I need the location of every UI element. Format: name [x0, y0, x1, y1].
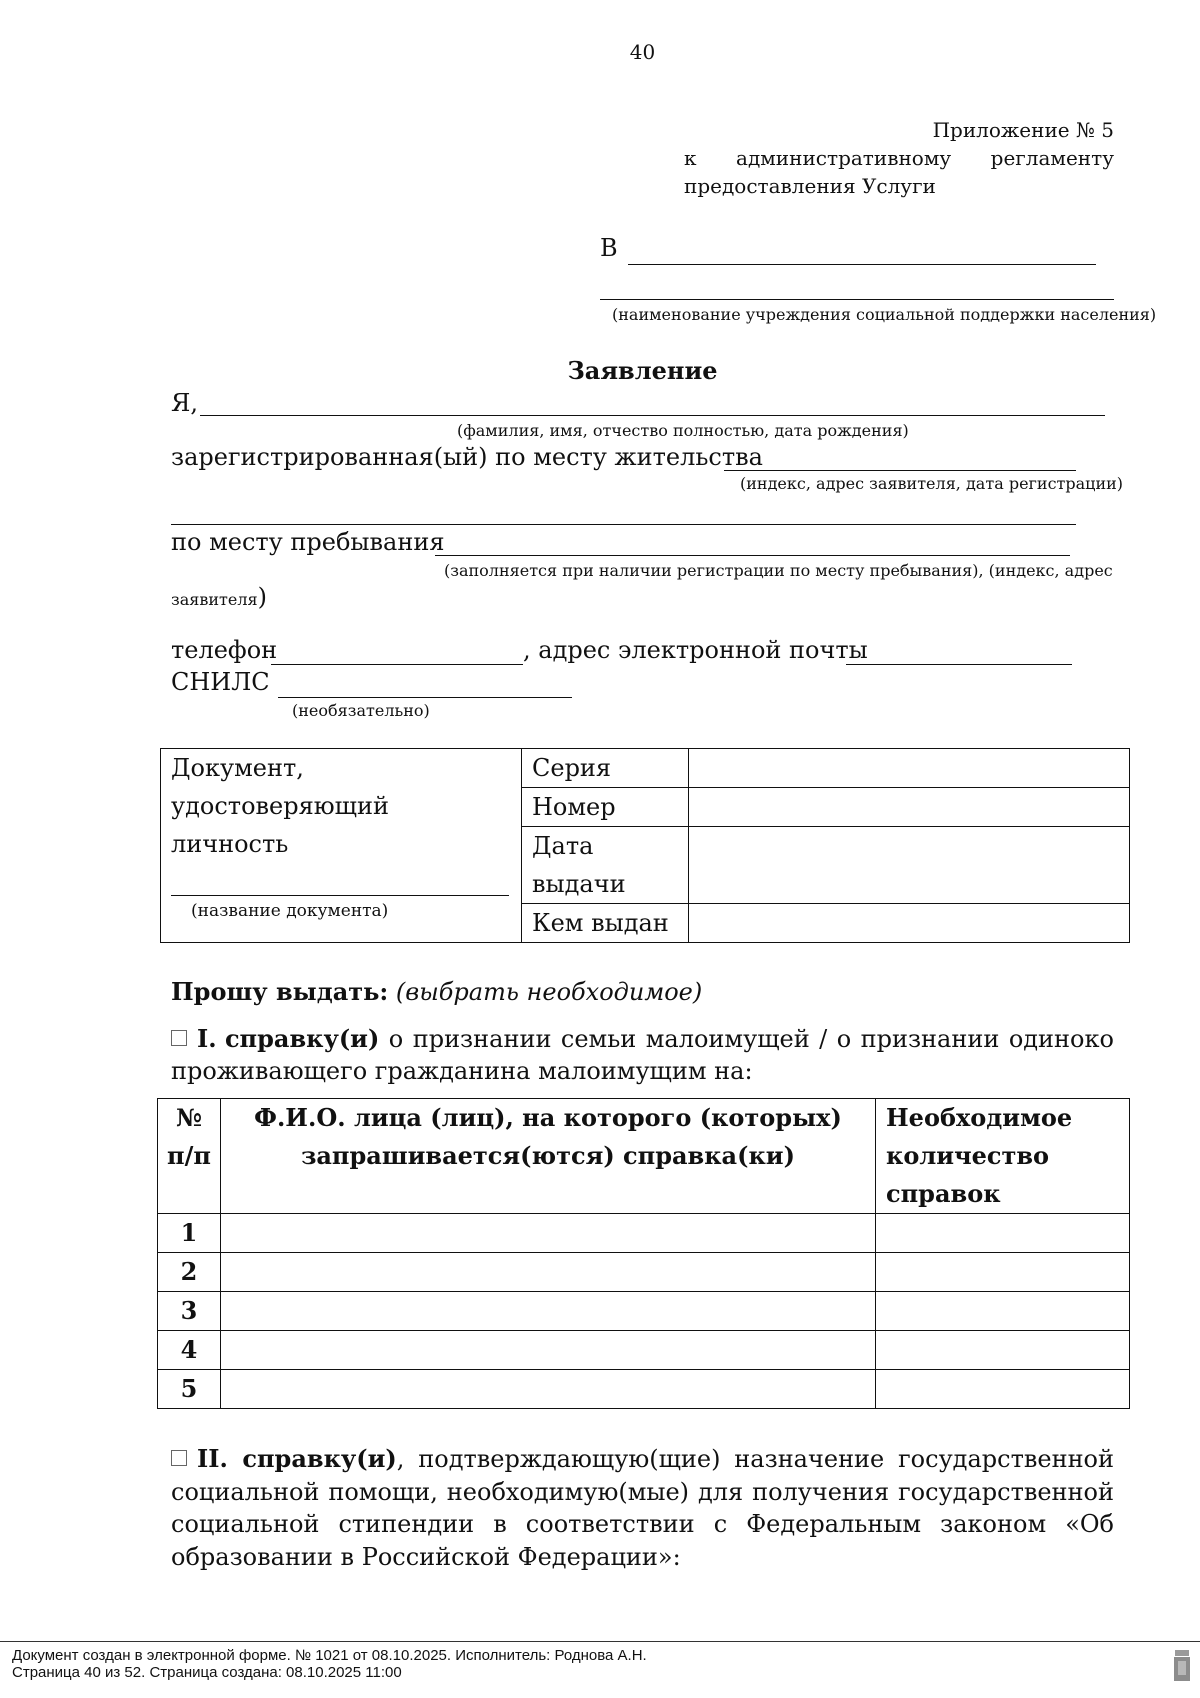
row-fio-cell[interactable]: [221, 1253, 876, 1292]
request-label: Прошу выдать:: [171, 977, 389, 1006]
option1-word: /: [819, 1025, 828, 1053]
header-count: Необходимое количество справок: [876, 1099, 1130, 1214]
option2-line2: социальной помощи, необходимую(мые) для получения государственной: [171, 1477, 1114, 1506]
phone-line[interactable]: [271, 664, 523, 665]
option1-line2: проживающего гражданина малоимущим на:: [171, 1057, 753, 1085]
option2-checkbox[interactable]: [171, 1450, 187, 1466]
stay-label: по месту пребывания: [171, 528, 445, 556]
row-fio-cell[interactable]: [221, 1370, 876, 1409]
snils-caption: (необязательно): [292, 701, 430, 720]
row-count-cell[interactable]: [876, 1214, 1130, 1253]
stay-caption-cont: [171, 583, 267, 611]
option1-line1: [171, 1023, 1114, 1055]
emblem-icon: [1172, 1648, 1192, 1684]
appendix-block: [684, 116, 1114, 200]
stay-line[interactable]: [435, 555, 1070, 556]
row-fio-cell[interactable]: [221, 1214, 876, 1253]
row-number: 1: [158, 1214, 221, 1253]
option1-word: признании: [860, 1025, 1000, 1053]
recipients-table: [157, 1098, 1130, 1409]
footer-line2: Страница 40 из 52. Страница создана: 08.10.2025 11:00: [12, 1664, 402, 1681]
appendix-title: Приложение № 5: [932, 118, 1114, 142]
id-field-label: Номер: [522, 788, 689, 827]
request-line: [171, 977, 702, 1006]
snils-label: СНИЛС: [171, 668, 270, 696]
addressee-line-1[interactable]: [628, 264, 1096, 265]
id-field-label: Дата выдачи: [522, 827, 689, 904]
row-fio-cell[interactable]: [221, 1292, 876, 1331]
option2-line4: образовании в Российской Федерации»:: [171, 1542, 681, 1571]
option2-line3: социальной стипендии в соответствии с Федеральным законом «Об: [171, 1510, 1114, 1538]
header-fio: Ф.И.О. лица (лиц), на которого (которых) запрашивается(ются) справка(ки): [221, 1099, 876, 1214]
row-count-cell[interactable]: [876, 1331, 1130, 1370]
appendix-word: административному: [736, 146, 952, 170]
row-number: 2: [158, 1253, 221, 1292]
registered-caption: (индекс, адрес заявителя, дата регистрации): [740, 474, 1124, 493]
addressee-caption: (наименование учреждения социальной поддержки населения): [612, 305, 1157, 324]
option1-checkbox[interactable]: [171, 1030, 187, 1046]
registered-line[interactable]: [724, 470, 1076, 471]
row-count-cell[interactable]: [876, 1292, 1130, 1331]
appendix-word: регламенту: [990, 146, 1114, 170]
footer-line1: Документ создан в электронной форме. № 1021 от 08.10.2025. Исполнитель: Роднова А.Н.: [12, 1647, 647, 1664]
stay-caption-paren: ): [257, 583, 267, 611]
footer-divider: [0, 1641, 1200, 1642]
option2-line1: [171, 1443, 1114, 1476]
id-field-label: Серия: [522, 749, 689, 788]
addressee-prefix: В: [600, 234, 618, 262]
email-line[interactable]: [846, 664, 1072, 665]
option1-word: признании: [412, 1025, 552, 1053]
option1-word: о: [836, 1025, 852, 1053]
id-document-title-line: Документ,: [171, 754, 304, 782]
row-fio-cell[interactable]: [221, 1331, 876, 1370]
stay-caption-cont-text: заявителя: [171, 590, 258, 609]
option2-paragraph: [171, 1443, 1114, 1573]
registered-line-2[interactable]: [171, 524, 1076, 525]
option1-bold: I. справку(и): [197, 1024, 380, 1053]
id-document-name-caption: (название документа): [191, 901, 389, 921]
row-number: 3: [158, 1292, 221, 1331]
addressee-line-2[interactable]: [600, 299, 1114, 300]
id-field-value[interactable]: [689, 827, 1130, 904]
form-title: Заявление: [567, 356, 718, 385]
appendix-word: к: [684, 146, 697, 170]
request-hint: (выбрать необходимое): [395, 978, 703, 1006]
id-field-value[interactable]: [689, 904, 1130, 943]
appendix-line1: [684, 144, 1114, 172]
row-number: 5: [158, 1370, 221, 1409]
email-label: , адрес электронной почты: [523, 636, 868, 664]
option1-word: семьи: [560, 1025, 637, 1053]
id-document-title-line: удостоверяющий: [171, 792, 389, 820]
page-number: 40: [629, 40, 656, 64]
footer-text: [12, 1647, 647, 1681]
option2-line1-rest: , подтверждающую(щие) назначение государственной: [396, 1445, 1115, 1473]
applicant-name-caption: (фамилия, имя, отчество полностью, дата рождения): [457, 421, 909, 440]
row-count-cell[interactable]: [876, 1370, 1130, 1409]
phone-label: телефон: [171, 636, 278, 664]
option1-lead: [171, 1023, 379, 1055]
id-document-title-cell: [161, 749, 522, 943]
row-number: 4: [158, 1331, 221, 1370]
option1-word: одиноко: [1008, 1025, 1114, 1053]
id-document-table: [160, 748, 1130, 943]
id-field-value[interactable]: [689, 788, 1130, 827]
id-field-label: Кем выдан: [522, 904, 689, 943]
appendix-line2: предоставления Услуги: [684, 174, 936, 198]
option1-paragraph: [171, 1023, 1114, 1087]
option2-bold: II. справку(и): [197, 1444, 397, 1473]
registered-label: зарегистрированная(ый) по месту жительства: [171, 443, 763, 471]
option1-word: о: [388, 1025, 404, 1053]
option1-word: малоимущей: [645, 1025, 810, 1053]
applicant-name-line[interactable]: [200, 415, 1105, 416]
header-number: № п/п: [158, 1099, 221, 1214]
stay-caption: (заполняется при наличии регистрации по месту пребывания), (индекс, адрес: [444, 561, 1113, 580]
id-document-title-line: личность: [171, 830, 289, 858]
row-count-cell[interactable]: [876, 1253, 1130, 1292]
id-field-value[interactable]: [689, 749, 1130, 788]
snils-line[interactable]: [278, 697, 572, 698]
applicant-i-label: Я,: [171, 389, 199, 417]
